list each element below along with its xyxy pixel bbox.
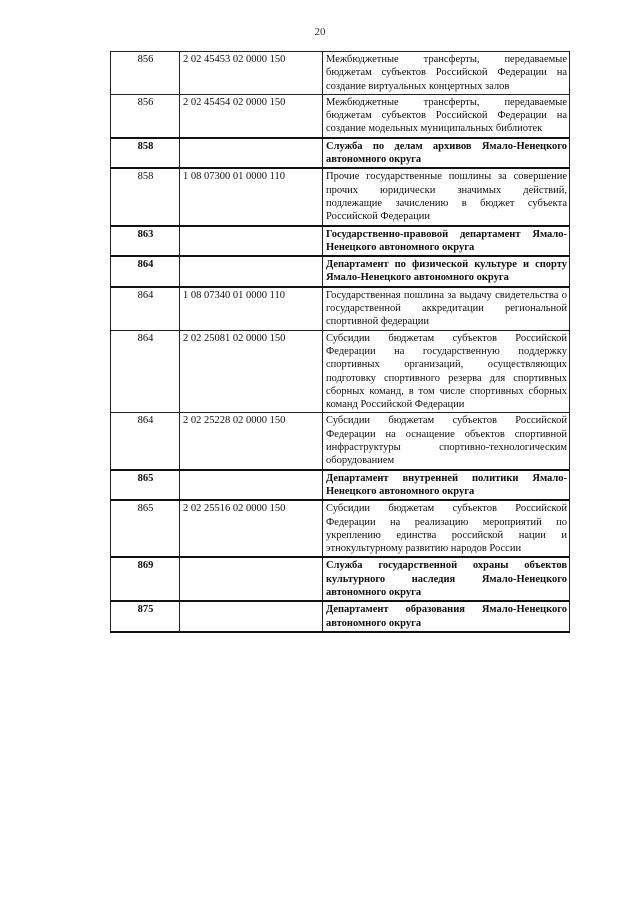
table-row	[111, 168, 570, 225]
revenue-name-cell: Межбюджетные трансферты, передаваемые бюджетам субъектов Российской Федерации на создание виртуальных концертных залов	[323, 52, 570, 95]
table-body	[111, 52, 570, 632]
admin-code-cell: 856	[111, 52, 180, 95]
table-row	[111, 52, 570, 95]
administrator-name-cell: Служба государственной охраны объектов культурного наследия Ямало-Ненецкого автономного округа	[323, 557, 570, 601]
table-row	[111, 330, 570, 413]
admin-code-cell: 858	[111, 138, 180, 169]
administrator-name-cell: Департамент по физической культуре и спорту Ямало-Ненецкого автономного округа	[323, 256, 570, 287]
admin-code-cell: 864	[111, 256, 180, 287]
administrator-name-cell: Департамент образования Ямало-Ненецкого автономного округа	[323, 601, 570, 632]
revenue-code-cell: 1 08 07300 01 0000 110	[180, 168, 323, 225]
admin-code-cell: 856	[111, 94, 180, 137]
administrator-name-cell: Государственно-правовой департамент Ямало-Ненецкого автономного округа	[323, 226, 570, 257]
table-row	[111, 138, 570, 169]
revenue-name-cell: Субсидии бюджетам субъектов Российской Федерации на оснащение объектов спортивной инфраструктуры спортивно-технологическим оборудованием	[323, 413, 570, 470]
table-row	[111, 287, 570, 330]
admin-code-cell: 865	[111, 500, 180, 557]
admin-code-cell: 869	[111, 557, 180, 601]
revenue-code-cell	[180, 226, 323, 257]
admin-code-cell: 863	[111, 226, 180, 257]
admin-code-cell: 875	[111, 601, 180, 632]
revenue-name-cell: Межбюджетные трансферты, передаваемые бюджетам субъектов Российской Федерации на создание модельных муниципальных библиотек	[323, 94, 570, 137]
revenue-name-cell: Субсидии бюджетам субъектов Российской Федерации на государственную поддержку спортивных организаций, осуществляющих подготовку спортивного резерва для спортивных сборных команд, в том числе спортивных сборных команд Российской Федерации	[323, 330, 570, 413]
administrator-name-cell: Департамент внутренней политики Ямало-Ненецкого автономного округа	[323, 470, 570, 501]
table-row	[111, 601, 570, 632]
table-row	[111, 470, 570, 501]
revenue-code-cell	[180, 601, 323, 632]
revenue-code-cell: 2 02 25516 02 0000 150	[180, 500, 323, 557]
table-row	[111, 226, 570, 257]
revenue-name-cell: Государственная пошлина за выдачу свидетельства о государственной аккредитации региональной спортивной федерации	[323, 287, 570, 330]
admin-code-cell: 865	[111, 470, 180, 501]
admin-code-cell: 864	[111, 287, 180, 330]
revenue-code-cell: 2 02 45454 02 0000 150	[180, 94, 323, 137]
revenue-code-cell: 1 08 07340 01 0000 110	[180, 287, 323, 330]
table-row	[111, 413, 570, 470]
revenue-code-cell	[180, 470, 323, 501]
revenue-code-cell	[180, 138, 323, 169]
table-row	[111, 500, 570, 557]
revenue-code-cell	[180, 256, 323, 287]
table-row	[111, 256, 570, 287]
revenue-code-cell: 2 02 25081 02 0000 150	[180, 330, 323, 413]
admin-code-cell: 858	[111, 168, 180, 225]
admin-code-cell: 864	[111, 413, 180, 470]
revenue-codes-table	[110, 51, 570, 633]
admin-code-cell: 864	[111, 330, 180, 413]
table-row	[111, 94, 570, 137]
revenue-code-cell: 2 02 25228 02 0000 150	[180, 413, 323, 470]
administrator-name-cell: Служба по делам архивов Ямало-Ненецкого автономного округа	[323, 138, 570, 169]
revenue-code-cell	[180, 557, 323, 601]
page-number: 20	[314, 26, 326, 38]
revenue-name-cell: Субсидии бюджетам субъектов Российской Федерации на реализацию мероприятий по укреплению единства российской нации и этнокультурному развитию народов России	[323, 500, 570, 557]
table-row	[111, 557, 570, 601]
revenue-code-cell: 2 02 45453 02 0000 150	[180, 52, 323, 95]
revenue-name-cell: Прочие государственные пошлины за совершение прочих юридически значимых действий, подлежащие зачислению в бюджет субъекта Российской Федерации	[323, 168, 570, 225]
